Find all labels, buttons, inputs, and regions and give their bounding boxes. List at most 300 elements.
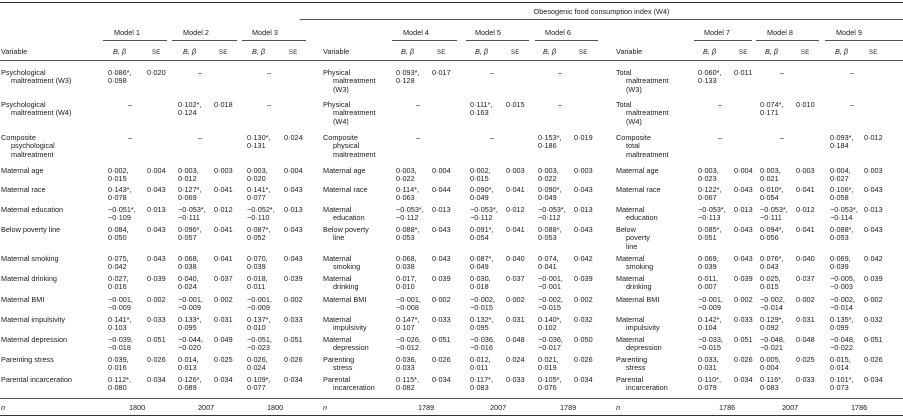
b-coefficient: 0·021, xyxy=(538,355,559,364)
model-underline xyxy=(242,40,306,41)
se-value: 0·003 xyxy=(796,166,815,175)
variable-name-line: Below poverty line xyxy=(1,225,61,234)
variable-name xyxy=(616,275,652,292)
coefficient-cell xyxy=(128,134,132,142)
beta-coefficient: 0·092 xyxy=(760,323,779,333)
b-coefficient: 0·132*, xyxy=(470,315,494,324)
variable-name-line: Maternal age xyxy=(323,166,366,175)
coefficient-cell xyxy=(538,275,563,292)
b-coefficient: 0·115*, xyxy=(396,375,419,384)
variable-name-line: maltreatment xyxy=(626,108,669,118)
b-coefficient: 0·012, xyxy=(470,355,491,364)
se-value: 0·018 xyxy=(214,100,233,109)
b-coefficient: – xyxy=(490,68,495,77)
b-coefficient: 0·025, xyxy=(760,274,781,283)
se-value: 0·024 xyxy=(284,133,303,142)
coefficient-cell xyxy=(247,255,268,272)
coefficient-cell xyxy=(538,376,562,393)
b-coefficient: – xyxy=(128,100,133,109)
coefficient-cell xyxy=(830,186,854,203)
coefficient-cell xyxy=(698,255,719,272)
se-value: 0·051 xyxy=(734,335,753,344)
beta-coefficient: 0·015 xyxy=(760,282,779,292)
variable-name xyxy=(1,255,59,263)
beta-coefficient: 0·099 xyxy=(830,323,849,333)
coefficient-cell xyxy=(178,226,202,243)
se-value: 0·010 xyxy=(796,100,815,109)
beta-coefficient: 0·016 xyxy=(108,282,127,292)
b-coefficient: – xyxy=(850,68,855,77)
se-value: 0·048 xyxy=(796,335,815,344)
model-header: Model 3 xyxy=(252,28,278,37)
b-coefficient: −0·053*, xyxy=(760,205,788,214)
coefficient-cell xyxy=(490,69,494,77)
coefficient-cell xyxy=(108,255,129,272)
variable-name xyxy=(616,255,653,272)
se-value: 0·019 xyxy=(574,133,593,142)
model-underline xyxy=(756,40,819,41)
variable-header: Variable xyxy=(616,47,643,56)
coefficient-cell xyxy=(396,206,424,223)
variable-name xyxy=(323,226,369,243)
coefficient-cell xyxy=(396,69,420,86)
se-value: 0·002 xyxy=(864,295,883,304)
beta-coefficient: 0·043 xyxy=(760,262,779,272)
coefficient-cell xyxy=(760,376,783,393)
coefficient-cell xyxy=(247,134,271,151)
se-value: 0·043 xyxy=(864,185,883,194)
coefficient-cell xyxy=(247,226,271,243)
b-coefficient: 0·074, xyxy=(538,254,559,263)
beta-coefficient: 0·016 xyxy=(108,363,127,373)
variable-name-line: physical xyxy=(333,141,360,151)
b-coefficient: −0·039, xyxy=(108,335,133,344)
model-underline xyxy=(825,40,903,41)
beta-coefficient: 0·083 xyxy=(470,383,489,393)
b-coefficient: 0·003, xyxy=(760,166,781,175)
b-coefficient: 0·143*, xyxy=(108,185,132,194)
coefficient-cell xyxy=(538,336,563,353)
se-value: 0·043 xyxy=(147,185,166,194)
se-value: 0·034 xyxy=(432,375,451,384)
se-value: 0·037 xyxy=(214,274,233,283)
model-underline xyxy=(694,40,752,41)
beta-coefficient: 0·058 xyxy=(830,193,849,203)
b-coefficient: −0·053*, xyxy=(470,205,498,214)
coefficient-cell xyxy=(850,101,854,109)
se-value: 0·033 xyxy=(796,375,815,384)
beta-coefficient: −0·110 xyxy=(247,213,270,223)
model-header: Model 4 xyxy=(403,28,429,37)
b-coefficient: 0·147*, xyxy=(396,315,420,324)
coefficient-cell xyxy=(850,69,854,77)
beta-coefficient: −0·021 xyxy=(760,343,783,353)
variable-name-line: Physical xyxy=(323,100,351,109)
b-coefficient: 0·026, xyxy=(247,355,268,364)
beta-coefficient: 0·057 xyxy=(178,233,197,243)
b-coefficient: – xyxy=(850,100,855,109)
variable-name-line: Maternal xyxy=(323,335,352,344)
b-coefficient: 0·036, xyxy=(396,355,417,364)
coefficient-cell xyxy=(247,206,275,223)
se-value: 0·043 xyxy=(734,254,753,263)
b-coefficient: 0·116*, xyxy=(760,375,783,384)
b-coefficient: – xyxy=(780,68,785,77)
variable-name-line: Maternal xyxy=(616,335,645,344)
se-value: 0·051 xyxy=(147,335,166,344)
b-coefficient: −0·053*, xyxy=(698,205,726,214)
beta-coefficient: 0·011 xyxy=(247,282,266,292)
b-coefficient: 0·076*, xyxy=(760,254,784,263)
variable-name-line: Total xyxy=(616,100,632,109)
coefficient-cell xyxy=(128,101,132,109)
beta-coefficient: 0·124 xyxy=(178,108,197,118)
beta-coefficient: 0·010 xyxy=(247,323,266,333)
se-value: 0·026 xyxy=(432,355,451,364)
b-coefficient: – xyxy=(267,100,272,109)
se-value: 0·034 xyxy=(574,375,593,384)
coefficient-cell xyxy=(108,69,132,86)
coefficient-cell xyxy=(396,275,417,292)
bb-subheader: B, β xyxy=(765,47,779,56)
variable-name-line: maltreatment xyxy=(333,149,376,159)
b-coefficient: 0·087*, xyxy=(470,254,494,263)
variable-name xyxy=(1,356,54,364)
coefficient-cell xyxy=(198,69,202,77)
beta-coefficient: 0·024 xyxy=(178,282,197,292)
se-value: 0·024 xyxy=(506,355,525,364)
variable-name-line: education xyxy=(333,213,365,223)
b-coefficient: −0·044, xyxy=(178,335,203,344)
se-value: 0·043 xyxy=(864,225,883,234)
n-row-rule xyxy=(0,398,903,399)
se-value: 0·033 xyxy=(432,315,451,324)
variable-name-line: Parenting stress xyxy=(1,355,54,364)
coefficient-cell xyxy=(108,296,133,313)
variable-name xyxy=(616,69,669,94)
se-value: 0·043 xyxy=(432,225,451,234)
b-coefficient: −0·053*, xyxy=(396,205,424,214)
variable-name-line: impulsivity xyxy=(333,323,367,333)
se-value: 0·017 xyxy=(432,68,451,77)
coefficient-cell xyxy=(558,101,562,109)
b-coefficient: – xyxy=(416,100,421,109)
beta-coefficient: 0·186 xyxy=(538,141,557,151)
coefficient-cell xyxy=(698,167,719,184)
variable-name-line: Maternal race xyxy=(323,185,368,194)
beta-coefficient: −0·016 xyxy=(470,343,493,353)
variable-name xyxy=(616,336,662,353)
b-coefficient: 0·085*, xyxy=(698,225,722,234)
b-coefficient: 0·093*, xyxy=(396,68,420,77)
b-coefficient: 0·112*, xyxy=(108,375,131,384)
variable-name-line: Maternal BMI xyxy=(1,295,45,304)
se-value: 0·042 xyxy=(864,254,883,263)
beta-coefficient: 0·077 xyxy=(247,383,266,393)
coefficient-cell xyxy=(538,255,559,272)
b-coefficient: 0·017, xyxy=(396,274,417,283)
coefficient-cell xyxy=(247,356,268,373)
sample-size: 2007 xyxy=(198,403,215,412)
se-value: 0·013 xyxy=(284,205,303,214)
b-coefficient: 0·133*, xyxy=(178,315,202,324)
variable-name-line: Maternal race xyxy=(1,185,46,194)
coefficient-cell xyxy=(830,376,854,393)
se-subheader: SE xyxy=(869,50,878,56)
b-coefficient: 0·088*, xyxy=(396,225,420,234)
variable-name-line: total xyxy=(626,141,640,151)
b-coefficient: – xyxy=(718,100,723,109)
b-coefficient: −0·002, xyxy=(538,295,563,304)
coefficient-cell xyxy=(178,376,202,393)
coefficient-cell xyxy=(830,316,854,333)
se-value: 0·049 xyxy=(214,335,233,344)
beta-coefficient: 0·031 xyxy=(698,363,717,373)
coefficient-cell xyxy=(760,316,784,333)
beta-coefficient: 0·039 xyxy=(247,262,266,272)
se-subheader: SE xyxy=(219,50,228,56)
coefficient-cell xyxy=(178,356,199,373)
variable-name-line: maltreatment xyxy=(11,149,54,159)
coefficient-cell xyxy=(178,296,203,313)
b-coefficient: – xyxy=(558,100,563,109)
beta-coefficient: 0·022 xyxy=(538,174,557,184)
coefficient-cell xyxy=(830,255,851,272)
se-value: 0·013 xyxy=(147,205,166,214)
beta-coefficient: −0·114 xyxy=(830,213,853,223)
beta-coefficient: 0·004 xyxy=(760,363,779,373)
variable-name-line: Physical xyxy=(323,68,351,77)
variable-name xyxy=(323,296,366,304)
bottom-rule xyxy=(0,415,903,416)
b-coefficient: 0·142*, xyxy=(698,315,722,324)
beta-coefficient: 0·131 xyxy=(247,141,266,151)
se-value: 0·037 xyxy=(796,274,815,283)
b-coefficient: 0·005, xyxy=(760,355,781,364)
beta-coefficient: 0·014 xyxy=(830,363,849,373)
variable-name-line: Below xyxy=(616,225,636,234)
beta-coefficient: 0·024 xyxy=(247,363,266,373)
sample-size: 1786 xyxy=(719,403,736,412)
beta-coefficient: 0·053 xyxy=(396,233,415,243)
beta-coefficient: 0·012 xyxy=(178,174,197,184)
beta-coefficient: −0·112 xyxy=(470,213,493,223)
b-coefficient: 0·106*, xyxy=(830,185,854,194)
coefficient-cell xyxy=(698,336,723,353)
variable-name xyxy=(616,376,668,393)
variable-name-line: Parenting xyxy=(323,355,355,364)
coefficient-cell xyxy=(470,206,498,223)
variable-name xyxy=(323,336,369,353)
variable-name xyxy=(323,69,376,94)
coefficient-cell xyxy=(178,336,203,353)
beta-coefficient: 0·013 xyxy=(178,363,197,373)
se-value: 0·044 xyxy=(432,185,451,194)
coefficient-cell xyxy=(698,226,722,243)
coefficient-cell xyxy=(416,101,420,109)
variable-name-line: incarceration xyxy=(333,383,375,393)
coefficient-cell xyxy=(698,296,723,313)
variable-header: Variable xyxy=(1,47,28,56)
b-coefficient: −0·051*, xyxy=(108,205,136,214)
coefficient-cell xyxy=(470,356,491,373)
beta-coefficient: 0·053 xyxy=(830,233,849,243)
variable-name xyxy=(616,316,660,333)
b-coefficient: −0·001, xyxy=(698,295,723,304)
beta-coefficient: 0·038 xyxy=(178,262,197,272)
coefficient-cell xyxy=(396,226,420,243)
variable-name-line: line xyxy=(333,233,345,243)
b-coefficient: 0·090*, xyxy=(470,185,494,194)
variable-name-line: Maternal education xyxy=(1,205,64,214)
coefficient-cell xyxy=(718,134,722,142)
coefficient-cell xyxy=(538,356,559,373)
b-coefficient: 0·117*, xyxy=(470,375,493,384)
se-value: 0·034 xyxy=(864,375,883,384)
beta-coefficient: 0·056 xyxy=(760,233,779,243)
se-value: 0·004 xyxy=(147,166,166,175)
b-coefficient: −0·002, xyxy=(760,295,785,304)
variable-name-line: Parenting xyxy=(616,355,648,364)
coefficient-cell xyxy=(396,186,419,203)
se-value: 0·002 xyxy=(734,295,753,304)
b-coefficient: 0·111*, xyxy=(470,100,493,109)
coefficient-cell xyxy=(178,167,199,184)
coefficient-cell xyxy=(178,255,199,272)
b-coefficient: 0·014, xyxy=(178,355,199,364)
coefficient-cell xyxy=(396,336,421,353)
se-value: 0·039 xyxy=(574,274,593,283)
se-value: 0·042 xyxy=(574,254,593,263)
b-coefficient: 0·153*, xyxy=(538,133,562,142)
se-value: 0·039 xyxy=(284,274,303,283)
se-value: 0·032 xyxy=(574,315,593,324)
variable-name-line: stress xyxy=(626,363,646,373)
se-value: 0·048 xyxy=(506,335,525,344)
b-coefficient: 0·090*, xyxy=(538,185,562,194)
beta-coefficient: 0·133 xyxy=(698,76,717,86)
coefficient-cell xyxy=(760,186,784,203)
variable-name-line: depression xyxy=(333,343,369,353)
bb-subheader: B, β xyxy=(543,47,557,56)
se-value: 0·033 xyxy=(284,315,303,324)
variable-name-line: Maternal xyxy=(323,254,352,263)
beta-coefficient: 0·052 xyxy=(247,233,266,243)
se-value: 0·003 xyxy=(574,166,593,175)
variable-name xyxy=(323,167,366,175)
se-value: 0·026 xyxy=(864,355,883,364)
variable-name xyxy=(616,101,669,126)
beta-coefficient: −0·018 xyxy=(108,343,131,353)
coefficient-cell xyxy=(830,167,851,184)
variable-name-line: stress xyxy=(333,363,353,373)
b-coefficient: – xyxy=(490,133,495,142)
se-value: 0·015 xyxy=(506,100,525,109)
b-coefficient: −0·036, xyxy=(470,335,495,344)
variable-name-line: Maternal depression xyxy=(1,335,68,344)
coefficient-cell xyxy=(108,316,132,333)
b-coefficient: 0·003, xyxy=(538,166,559,175)
beta-coefficient: −0·009 xyxy=(178,303,201,313)
coefficient-cell xyxy=(178,186,202,203)
model-underline xyxy=(466,40,529,41)
se-subheader: SE xyxy=(437,50,446,56)
b-coefficient: 0·002, xyxy=(470,166,491,175)
b-coefficient: 0·084, xyxy=(108,225,129,234)
variable-name-line: (W3) xyxy=(626,84,642,94)
model-underline xyxy=(535,40,598,41)
variable-name xyxy=(1,316,65,324)
n-label: n xyxy=(1,403,6,412)
b-coefficient: −0·001, xyxy=(247,295,272,304)
beta-coefficient: 0·073 xyxy=(830,383,849,393)
variable-name xyxy=(323,255,360,272)
variable-name xyxy=(1,101,71,118)
beta-coefficient: 0·078 xyxy=(108,193,127,203)
beta-coefficient: 0·022 xyxy=(396,174,415,184)
se-value: 0·041 xyxy=(506,185,525,194)
b-coefficient: −0·002, xyxy=(830,295,855,304)
se-value: 0·002 xyxy=(284,295,303,304)
beta-coefficient: 0·019 xyxy=(538,363,557,373)
b-coefficient: −0·001, xyxy=(108,295,133,304)
b-coefficient: 0·003, xyxy=(178,166,199,175)
b-coefficient: 0·074*, xyxy=(760,100,784,109)
b-coefficient: 0·087*, xyxy=(247,225,271,234)
dependent-variable-header: Obesogenic food consumption index (W4) xyxy=(533,7,670,16)
se-value: 0·051 xyxy=(284,335,303,344)
coefficient-cell xyxy=(830,336,855,353)
coefficient-cell xyxy=(760,296,785,313)
b-coefficient: 0·129*, xyxy=(760,315,784,324)
b-coefficient: 0·141*, xyxy=(108,315,132,324)
variable-name-line: Composite xyxy=(616,133,651,142)
variable-name-line: psychological xyxy=(11,141,55,151)
b-coefficient: 0·003, xyxy=(247,166,268,175)
b-coefficient: 0·109*, xyxy=(247,375,271,384)
variable-name-line: maltreatment xyxy=(333,108,376,118)
coefficient-cell xyxy=(830,275,855,292)
b-coefficient: 0·040, xyxy=(178,274,199,283)
b-coefficient: 0·069, xyxy=(830,254,851,263)
variable-name-line: Psychological xyxy=(1,100,46,109)
b-coefficient: 0·004, xyxy=(830,166,851,175)
variable-name xyxy=(1,336,67,344)
b-coefficient: 0·135*, xyxy=(830,315,854,324)
variable-name xyxy=(1,296,44,304)
se-value: 0·051 xyxy=(432,335,451,344)
b-coefficient: 0·015, xyxy=(830,355,851,364)
beta-coefficient: −0·017 xyxy=(538,343,561,353)
beta-coefficient: 0·018 xyxy=(470,282,489,292)
se-value: 0·043 xyxy=(284,185,303,194)
variable-name-line: Parental xyxy=(323,375,351,384)
beta-coefficient: 0·089 xyxy=(178,383,197,393)
b-coefficient: – xyxy=(416,133,421,142)
variable-name-line: impulsivity xyxy=(626,323,660,333)
n-label: n xyxy=(616,403,621,412)
b-coefficient: – xyxy=(267,68,272,77)
b-coefficient: −0·048, xyxy=(760,335,785,344)
variable-name-line: Maternal age xyxy=(616,166,659,175)
se-value: 0·041 xyxy=(214,185,233,194)
variable-name-line: Below poverty xyxy=(323,225,369,234)
b-coefficient: 0·068, xyxy=(178,254,199,263)
variable-name-line: depression xyxy=(626,343,662,353)
coefficient-cell xyxy=(538,206,566,223)
se-value: 0·043 xyxy=(147,254,166,263)
variable-name xyxy=(1,275,57,283)
